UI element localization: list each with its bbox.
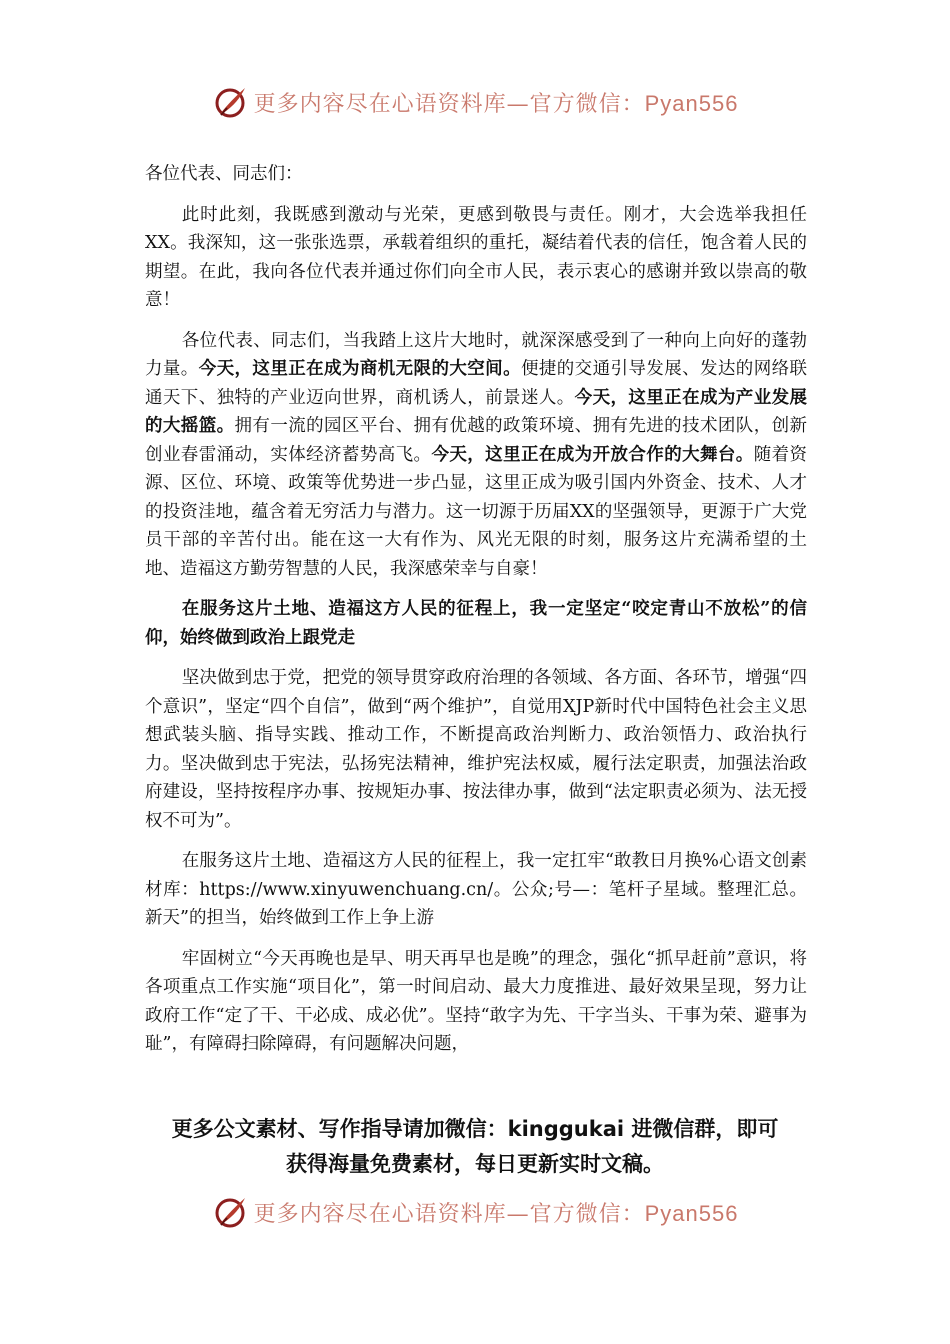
promo-note	[100, 1112, 850, 1182]
bold-phrase: 今天，这里正在成为商机无限的大空间。	[198, 359, 521, 379]
footer-banner	[0, 1190, 950, 1234]
wechat-id: Pyan556	[644, 90, 739, 116]
quill-logo-icon	[212, 1194, 248, 1230]
promo-line-2: 获得海量免费素材，每日更新实时文稿。	[286, 1152, 664, 1176]
greeting: 各位代表、同志们：	[145, 164, 303, 184]
paragraph-5: 牢固树立“今天再晚也是早、明天再早也是晚”的理念，强化“抓早赶前”意识，将各项重点工作实施“项目化”，第一时间启动、最大力度推进、最好效果呈现，努力让政府工作“定了干、干必成、成必优”。坚持“敢字为先、干字当头、干事为荣、避事为耻”，有障碍扫除障碍，有问题解决问题，	[145, 948, 807, 1054]
paragraph-1: 此时此刻，我既感到激动与光荣，更感到敬畏与责任。刚才，大会选举我担任XX。我深知，这一张张选票，承载着组织的重托，凝结着代表的信任，饱含着人民的期望。在此，我向各位代表并通过你们向全市人民，表示衷心的感谢并致以崇高的敬意！	[145, 204, 807, 310]
section-heading: 在服务这片土地、造福这方人民的征程上，我一定坚定“咬定青山不放松”的信仰，始终做到政治上跟党走	[145, 599, 807, 648]
letter-body	[145, 160, 807, 1071]
quill-logo-icon	[212, 84, 248, 120]
bold-phrase: 今天，这里正在成为产业发展的大摇篮。	[145, 387, 808, 436]
promo-line-1: 更多公文素材、写作指导请加微信：kinggukai 进微信群，即可	[171, 1117, 779, 1141]
header-banner	[0, 80, 950, 124]
banner-text: 更多内容尽在心语资料库—官方微信：Pyan556	[253, 1200, 739, 1227]
paragraph-2: 各位代表、同志们，当我踏上这片大地时，就深深感受到了一种向上向好的蓬勃力量。今天，这里正在成为商机无限的大空间。便捷的交通引导发展、发达的网络联通天下、独特的产业迈向世界，商机诱人，前景迷人。今天，这里正在成为产业发展的大摇篮。拥有一流的园区平台、拥有优越的政策环境、拥有先进的技术团队，创新创业春雷涌动，实体经济蓄势高飞。今天，这里正在成为开放合作的大舞台。随着资源、区位、环境、政策等优势进一步凸显，这里正成为吸引国内外资金、技术、人才的投资洼地，蕴含着无穷活力与潜力。这一切源于历届XX的坚强领导，更源于广大党员干部的辛苦付出。能在这一大有作为、风光无限的时刻，服务这片充满希望的土地、造福这方勤劳智慧的人民，我深感荣幸与自豪！	[145, 330, 808, 579]
wechat-id: Pyan556	[644, 1200, 739, 1226]
bold-phrase: 今天，这里正在成为开放合作的大舞台。	[431, 444, 754, 465]
paragraph-4: 在服务这片土地、造福这方人民的征程上，我一定扛牢“敢教日月换%心语文创素材库：https://www.xinyuwenchuang.cn/。公众;号—：笔杆子星域。整理汇总。新天”的担当，始终做到工作上争上游	[145, 851, 807, 928]
banner-text: 更多内容尽在心语资料库—官方微信：Pyan556	[253, 90, 739, 117]
paragraph-3: 坚决做到忠于党，把党的领导贯穿政府治理的各领域、各方面、各环节，增强“四个意识”，坚定“四个自信”，做到“两个维护”，自觉用XJP新时代中国特色社会主义思想武装头脑、指导实践、推动工作，不断提高政治判断力、政治领悟力、政治执行力。坚决做到忠于宪法，弘扬宪法精神，维护宪法权威，履行法定职责，加强法治政府建设，坚持按程序办事、按规矩办事、按法律办事，做到“法定职责必须为、法无授权不可为”。	[145, 668, 807, 831]
